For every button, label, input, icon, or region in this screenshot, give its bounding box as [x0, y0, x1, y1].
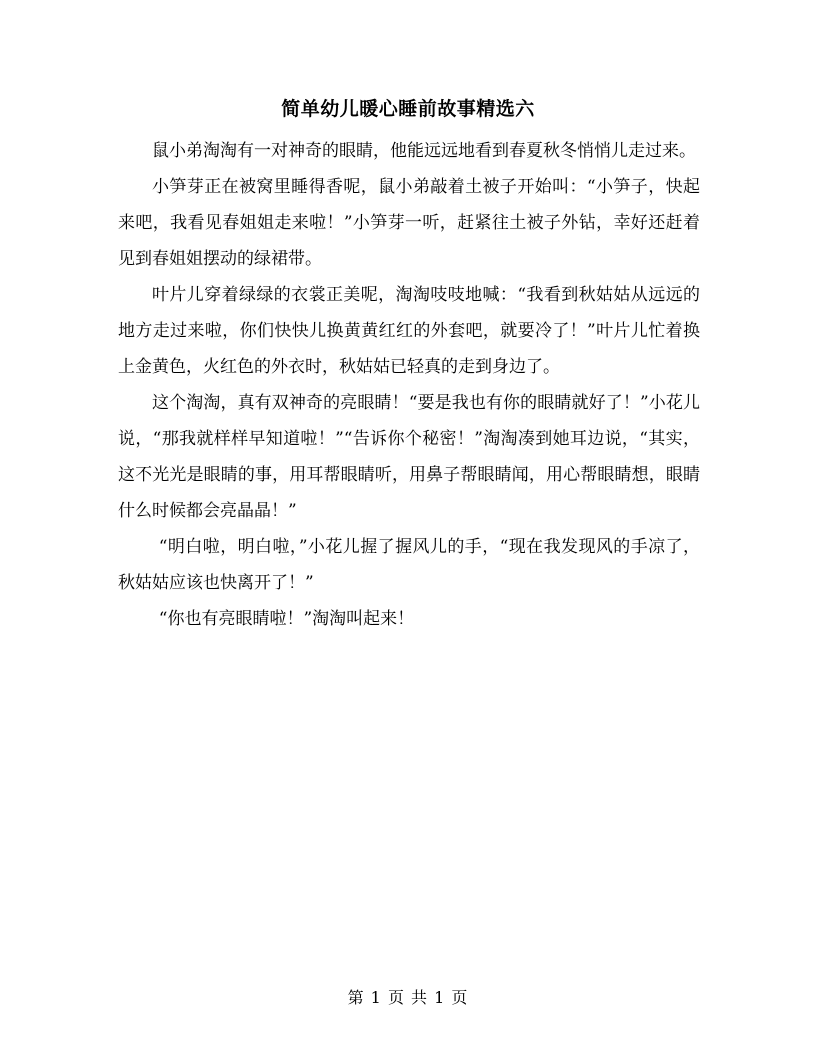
paragraph-3: 叶片儿穿着绿绿的衣裳正美呢，淘淘吱吱地喊：“我看到秋姑姑从远远的地方走过来啦，你们快快儿换黄黄红红的外套吧，就要冷了！”叶片儿忙着换上金黄色，火红色的外衣时，秋姑姑已轻真的走到身边了。: [118, 285, 700, 377]
paragraph-1: 鼠小弟淘淘有一对神奇的眼睛，他能远远地看到春夏秋冬悄悄儿走过来。: [152, 141, 696, 161]
paragraph-6: “你也有亮眼睛啦！”淘淘叫起来！: [158, 609, 415, 629]
paragraph-2: 小笋芽正在被窝里睡得香呢，鼠小弟敲着土被子开始叫：“小笋子，快起来吧，我看见春姐姐走来啦！”小笋芽一听，赶紧往土被子外钻，幸好还赶着见到春姐姐摆动的绿裙带。: [118, 177, 700, 269]
document-title: 简单幼儿暖心睡前故事精选六: [281, 98, 535, 120]
paragraph-5: “明白啦，明白啦，”小花儿握了握风儿的手，“现在我发现风的手凉了，秋姑姑应该也快离开了！”: [118, 537, 700, 593]
document-body: [118, 133, 700, 637]
page-footer: 第 1 页 共 1 页: [347, 988, 469, 1007]
paragraph-4: 这个淘淘，真有双神奇的亮眼睛！“要是我也有你的眼睛就好了！”小花儿说，“那我就样样早知道啦！”“告诉你个秘密！”淘淘凑到她耳边说，“其实，这不光光是眼睛的事，用耳帮眼睛听，用鼻子帮眼睛闻，用心帮眼睛想，眼睛什么时候都会亮晶晶！”: [118, 393, 700, 521]
